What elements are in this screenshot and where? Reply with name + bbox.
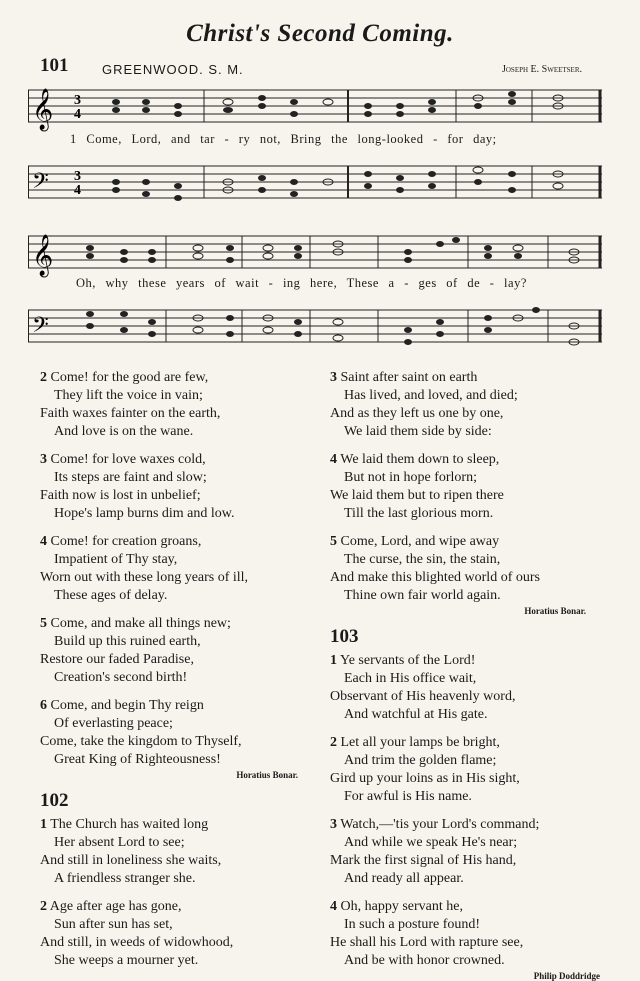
verse-103-1: 1 Ye servants of the Lord! Each in His office wait, Observant of His heavenly word, And watchful at His gate. [330, 653, 516, 722]
staff-lines [28, 306, 602, 358]
hymn-number-102: 102 [40, 790, 69, 811]
treble-staff-system-2 [28, 234, 602, 278]
staff-lines [28, 234, 602, 278]
verse-102-1: 1 The Church has waited long Her absent Lord to see; And still in loneliness she waits, A friendless stranger she. [40, 817, 222, 886]
composer-credit: Joseph E. Sweetser. [501, 64, 582, 75]
svg-text:4: 4 [74, 183, 81, 198]
author-credit-103: Philip Doddridge [533, 971, 600, 981]
bass-clef-icon: 𝄢 [32, 169, 49, 199]
svg-text:3: 3 [74, 93, 81, 108]
svg-text:4: 4 [74, 107, 81, 122]
verse-101-3: 3 Come! for love waxes cold, Its steps are faint and slow; Faith now is lost in unbelief; Hope's lamp burns dim and low. [40, 452, 235, 521]
hymn-number-101: 101 [40, 55, 69, 76]
verse-101-4: 4 Come! for creation groans, Impatient of Thy stay, Worn out with these long years of ill, These ages of delay. [40, 534, 249, 603]
staff-lines [28, 162, 602, 212]
treble-clef-icon: 𝄞 [32, 89, 54, 130]
verse-101-5: 5 Come, and make all things new; Build up this ruined earth, Restore our faded Paradise, Creation's second birth! [40, 616, 231, 685]
verse-103-3: 3 Watch,—'tis your Lord's command; And while we speak He's near; Mark the first signal of His hand, And ready all appear. [330, 817, 540, 886]
treble-staff-system-1 [28, 88, 602, 132]
verse-101-6: 6 Come, and begin Thy reign Of everlasting peace; Come, take the kingdom to Thyself, Great King of Righteousness! [40, 698, 242, 767]
verse-103-4: 4 Oh, happy servant he, In such a posture found! He shall his Lord with rapture see, And be with honor crowned. [330, 899, 524, 968]
author-credit-102: Horatius Bonar. [524, 606, 586, 616]
tune-name: GREENWOOD. S. M. [102, 62, 244, 77]
verse-102-4: 4 We laid them down to sleep, But not in hope forlorn; We laid them but to ripen there Till the last glorious morn. [330, 452, 504, 521]
bass-staff-system-2 [28, 306, 602, 350]
verse-101-2: 2 Come! for the good are few, They lift the voice in vain; Faith waxes fainter on the earth, And love is on the wane. [40, 370, 221, 439]
bass-clef-icon: 𝄢 [32, 313, 49, 343]
staff-lines [28, 88, 602, 132]
verse-102-5: 5 Come, Lord, and wipe away The curse, the sin, the stain, And make this blighted world of ours Thine own fair world again. [330, 534, 540, 603]
verse-102-2: 2 Age after age has gone, Sun after sun has set, And still, in weeds of widowhood, She weeps a mourner yet. [40, 899, 234, 968]
page-title: Christ's Second Coming. [186, 20, 454, 47]
treble-clef-icon: 𝄞 [32, 235, 54, 276]
hymn-number-103: 103 [330, 626, 359, 647]
right-text-column [330, 369, 620, 981]
verse-103-2: 2 Let all your lamps be bright, And trim the golden flame; Gird up your loins as in His sight, For awful is His name. [330, 735, 520, 804]
svg-text:3: 3 [74, 169, 81, 184]
left-text-column [40, 369, 330, 970]
lyrics-line-2: Oh, why these years of wait - ing here, These a - ges of de - lay? [76, 276, 527, 290]
author-credit-101: Horatius Bonar. [236, 770, 298, 780]
verse-102-3: 3 Saint after saint on earth Has lived, and loved, and died; And as they left us one by one, We laid them side by side: [330, 370, 518, 439]
lyrics-line-1: 1 Come, Lord, and tar - ry not, Bring the long-looked - for day; [70, 132, 497, 146]
bass-staff-system-1 [28, 162, 602, 206]
